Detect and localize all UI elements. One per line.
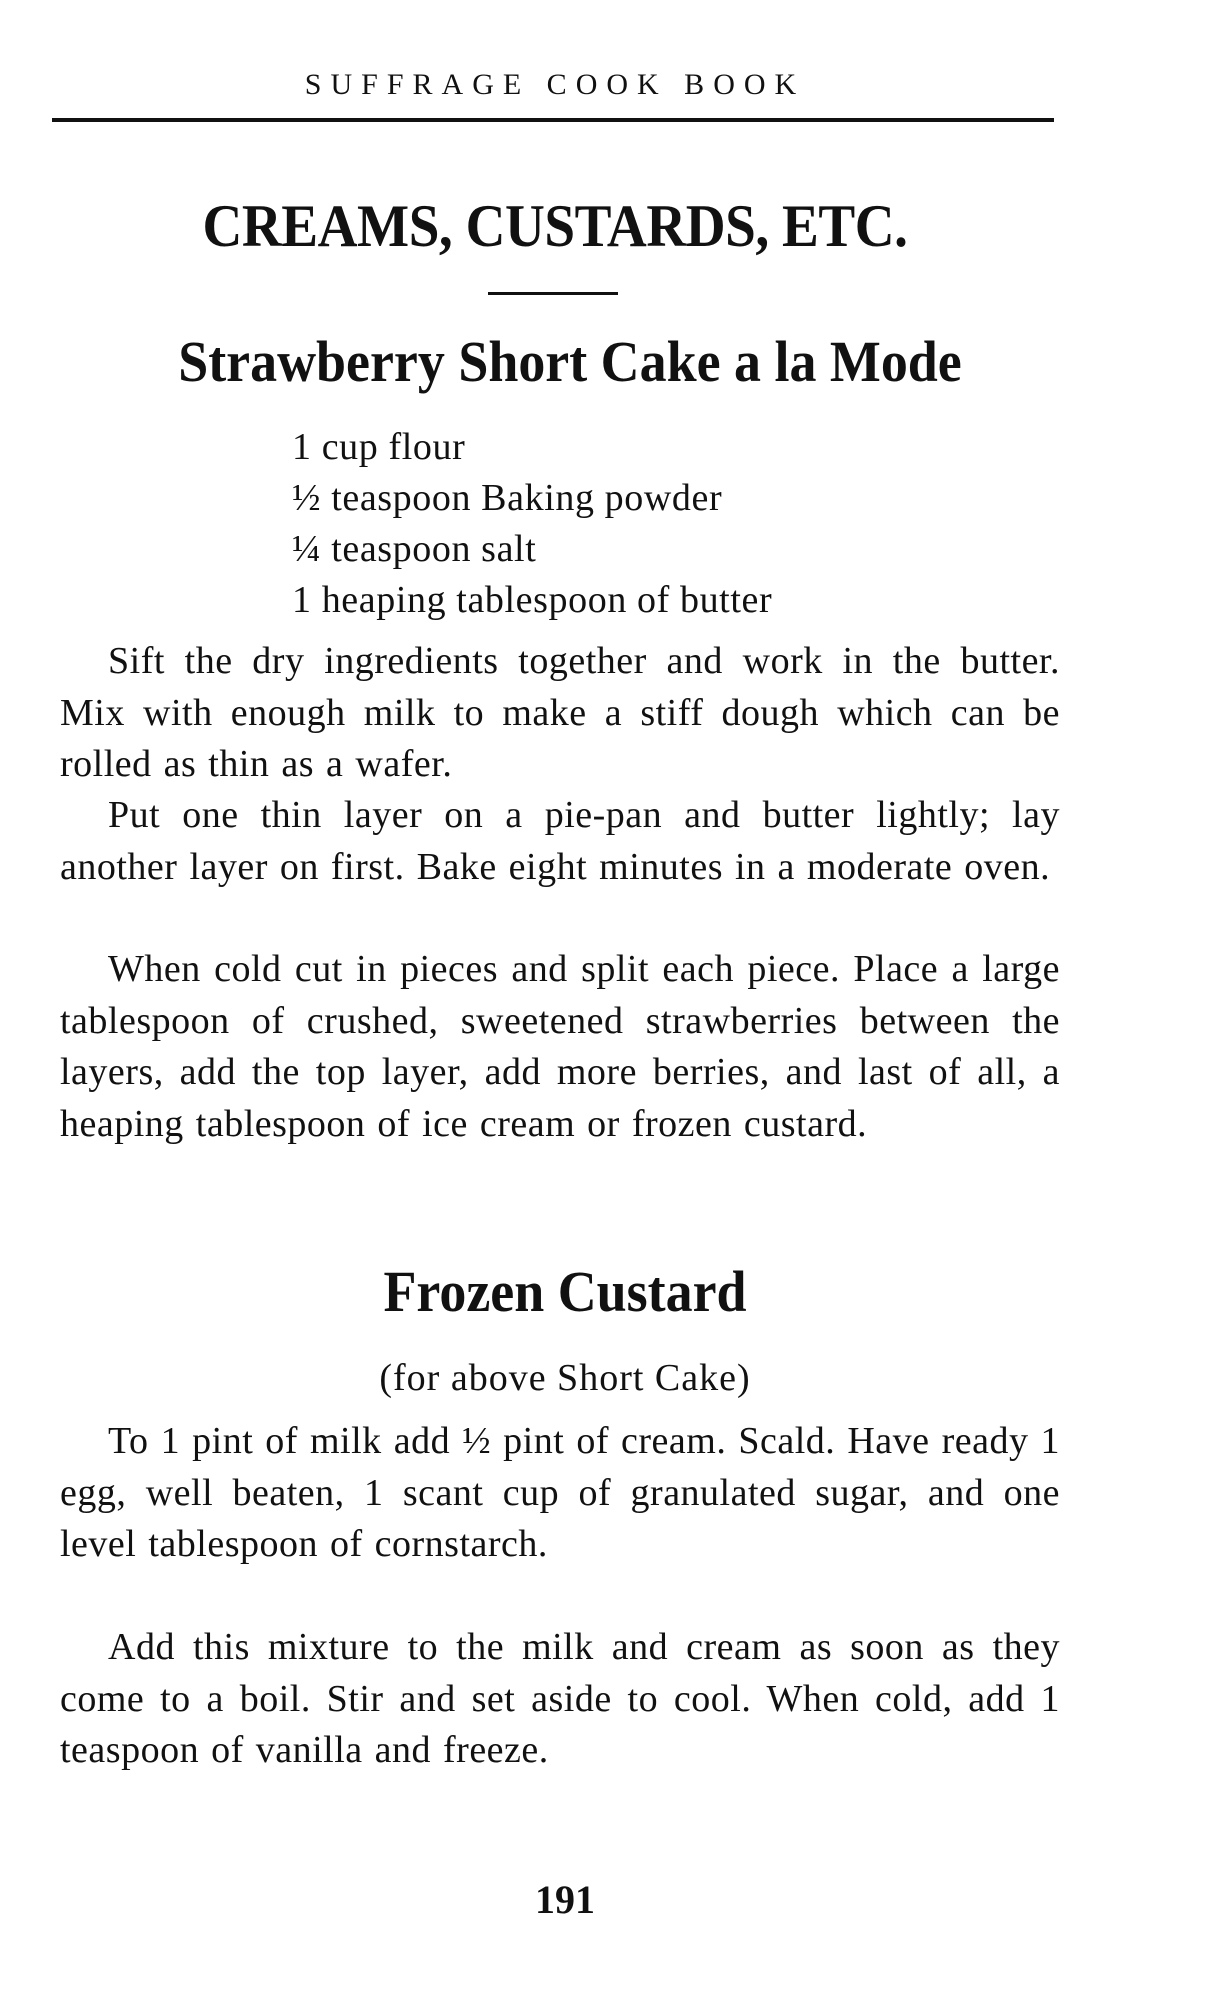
title-divider xyxy=(488,292,618,295)
ingredient-item: ¼ teaspoon salt xyxy=(292,528,537,570)
ingredient-item: ½ teaspoon Baking powder xyxy=(292,477,723,519)
instruction-paragraph: Sift the dry ingredients together and work in the butter. Mix with enough milk to make a stiff dough which can be rolled as thin as a wafer. xyxy=(60,640,1060,785)
ingredient-list xyxy=(292,422,772,626)
recipe-title-strawberry-short-cake: Strawberry Short Cake a la Mode xyxy=(178,329,962,394)
recipe-title-frozen-custard: Frozen Custard xyxy=(383,1259,747,1324)
instruction-paragraph: To 1 pint of milk add ½ pint of cream. Scald. Have ready 1 egg, well beaten, 1 scant cup of granulated sugar, and one level tablespoon of cornstarch. xyxy=(60,1420,1060,1565)
header-rule xyxy=(52,118,1054,122)
running-head: SUFFRAGE COOK BOOK xyxy=(304,68,806,101)
instruction-paragraph: Add this mixture to the milk and cream as soon as they come to a boil. Stir and set aside to cool. When cold, add 1 teaspoon of vanilla and freeze. xyxy=(60,1626,1060,1771)
section-title: CREAMS, CUSTARDS, ETC. xyxy=(202,193,908,259)
page-number: 191 xyxy=(535,1877,595,1922)
recipe-subtitle: (for above Short Cake) xyxy=(379,1357,751,1399)
instruction-paragraph: When cold cut in pieces and split each piece. Place a large tablespoon of crushed, sweetened strawberries between the layers, add the top layer, add more berries, and last of all, a heaping tablespoon of ice cream or frozen custard. xyxy=(60,948,1060,1145)
ingredient-item: 1 heaping tablespoon of butter xyxy=(292,579,773,621)
instruction-paragraph: Put one thin layer on a pie-pan and butter lightly; lay another layer on first. Bake eight minutes in a moderate oven. xyxy=(60,794,1060,888)
ingredient-item: 1 cup flour xyxy=(292,426,466,468)
